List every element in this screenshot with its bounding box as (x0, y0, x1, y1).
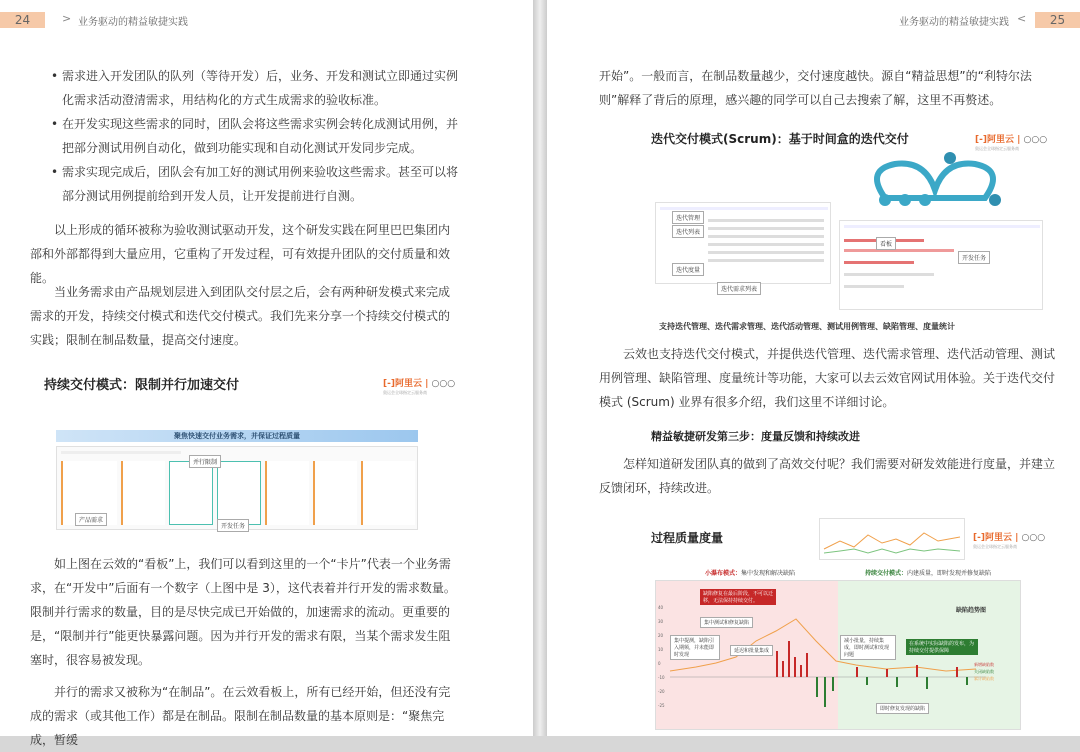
page-number: 25 (1035, 12, 1080, 28)
chart-title: 缺陷趋势图 (956, 607, 987, 614)
paragraph: 怎样知道研发团队真的做到了高效交付呢？我们需要对研发效能进行度量，并建立反馈闭环，持续改进。 (599, 457, 1056, 495)
running-header: 业务驱动的精益敏捷实践 (78, 17, 188, 28)
iteration-cycle-diagram (855, 150, 1015, 210)
section-title: 精益敏捷研发第三步：度量反馈和持续改进 (651, 430, 860, 443)
figure-tag: 并行限制 (189, 455, 221, 468)
y-tick: -25 (658, 703, 665, 708)
paragraph: 云效也支持迭代交付模式，并提供迭代管理、迭代需求管理、迭代活动管理、测试用例管理、缺陷管理、度量统计等功能，大家可以去云效官网试用体验。关于迭代交付模式 (Scrum) 业界有很多介绍，我们这里不详细讨论。 (599, 347, 1056, 409)
kanban-figure (56, 430, 418, 530)
paragraph: 当业务需求由产品规划层进入到团队交付层之后，会有两种研发模式来完成需求的开发，持续交付模式和迭代交付模式。我们先来分享一个持续交付模式的实践；限制在制品数量，提高交付速度。 (30, 285, 451, 347)
trend-thumbnail (819, 518, 965, 560)
aliyun-logo: [-]阿里云 | ○○○ 奥运会全球指定云服务商 (973, 533, 1046, 549)
chevron-left-icon: < (1017, 12, 1027, 25)
y-tick: -10 (658, 675, 665, 680)
chart-note: 在系统中实际缺陷的发布，为持续交付提供保障 (906, 639, 978, 655)
y-tick: 0 (658, 661, 661, 666)
book-gutter (540, 0, 547, 736)
chart-note: 即时修复发现的缺陷 (876, 703, 929, 714)
aliyun-logo: [-]阿里云 | ○○○ 奥运会全球指定云服务商 (383, 379, 456, 395)
waterfall-label: 小瀑布模式：集中发现和解决缺陷 (705, 570, 796, 577)
defect-chart-frame (655, 580, 1021, 730)
paragraph: 开始”。一般而言，在制品数量越少，交付速度越快。源自“精益思想”的“利特尔法则”解释了背后的原理，感兴趣的同学可以自己去搜索了解，这里不再赘述。 (599, 69, 1032, 107)
bullet-item: • 需求实现完成后，团队会有加工好的测试用例来验收这些需求。甚至可以将部分测试用例提前给到开发人员，让开发提前进行自测。 (62, 160, 460, 208)
page-number: 24 (0, 12, 45, 28)
legend-item: 新增缺陷数 (974, 662, 994, 667)
figure-tag: 开发任务 (958, 251, 990, 264)
bullet-item: • 需求进入开发团队的队列（等待开发）后，业务、开发和测试立即通过实例化需求活动澄清需求，用结构化的方式生成需求的验收标准。 (62, 64, 460, 112)
sprint-board-screenshot (839, 220, 1043, 310)
section-title: 迭代交付模式(Scrum)：基于时间盒的迭代交付 (651, 132, 909, 146)
running-header: 业务驱动的精益敏捷实践 (899, 17, 1009, 28)
figure-tag: 开发任务 (217, 519, 249, 532)
y-tick: 30 (658, 619, 664, 624)
continuous-label: 持续交付模式：内建质量，即时发现并修复缺陷 (865, 570, 992, 577)
figure-tag: 看板 (876, 237, 896, 250)
legend-item: 累计缺陷数 (974, 676, 994, 681)
figure-tag: 迭代列表 (672, 225, 704, 238)
chart-note: 延迟和批量集成 (730, 645, 773, 656)
bullet-item: • 在开发实现这些需求的同时，团队会将这些需求实例会转化成测试用例，并把部分测试用例自动化，做到功能实现和自动化测试开发同步完成。 (62, 112, 460, 160)
chart-note: 集中提测，缺陷引入期频，并未能即时发现 (670, 635, 720, 660)
kanban-screenshot (56, 446, 418, 530)
y-tick: 10 (658, 647, 664, 652)
paragraph: 如上图在云效的“看板”上，我们可以看到这里的一个“卡片”代表一个业务需求，在“开发中”后面有一个数字（上图中是 3），这代表着并行开发的需求数量。限制并行需求的数量，目的是尽快完成已开始做的，加速需求的流动。更重要的是，“限制并行”能更快暴露问题。因为并行开发的需求有限，当某个需求发生阻塞时，很容易被发现。 (30, 557, 456, 667)
figure-tag: 迭代需求列表 (717, 282, 761, 295)
figure-tag: 产品需求 (75, 513, 107, 526)
iteration-list-screenshot (655, 202, 831, 284)
chart-note: 减小批量，持续集成，即时测试和发现问题 (840, 635, 896, 660)
left-page (0, 0, 533, 747)
y-tick: 40 (658, 605, 664, 610)
figure-tag: 迭代度量 (672, 263, 704, 276)
section-title: 过程质量度量 (651, 531, 724, 545)
chevron-right-icon: > (62, 12, 72, 25)
defect-trend-figure (655, 566, 1021, 730)
y-tick: -20 (658, 689, 665, 694)
chart-legend (974, 661, 994, 682)
aliyun-logo: [-]阿里云 | ○○○ 奥运会全球指定云服务商 (975, 135, 1048, 151)
chart-note: 集中测试和修复缺陷 (700, 617, 753, 628)
section-title: 持续交付模式：限制并行加速交付 (44, 378, 240, 393)
scrum-figure (655, 150, 1055, 315)
figure-banner: 聚焦快速交付业务需求，并保证过程质量 (56, 430, 418, 442)
chart-note: 缺陷修复在最后阶段，不可以迁移，无法保持持续交付。 (700, 589, 776, 605)
book-gutter (533, 0, 540, 736)
trend-thumbnail-chart (820, 519, 966, 561)
legend-item: 关闭缺陷数 (974, 669, 994, 674)
paragraph: 并行的需求又被称为“在制品”。在云效看板上，所有已经开始，但还没有完成的需求（或其他工作）都是在制品。限制在制品数量的基本原则是：“聚焦完成，暂缓 (30, 685, 451, 747)
y-axis-ticks (658, 601, 665, 713)
figure-tag: 迭代管理 (672, 211, 704, 224)
right-page (547, 0, 1080, 736)
figure-caption: 支持迭代管理、迭代需求管理、迭代活动管理、测试用例管理、缺陷管理、度量统计 (659, 322, 955, 331)
y-tick: 20 (658, 633, 664, 638)
paragraph: 以上形成的循环被称为验收测试驱动开发，这个研发实践在阿里巴巴集团内部和外部都得到大量应用，它重构了开发过程，可有效提升团队的交付质量和效能。 (30, 223, 451, 285)
